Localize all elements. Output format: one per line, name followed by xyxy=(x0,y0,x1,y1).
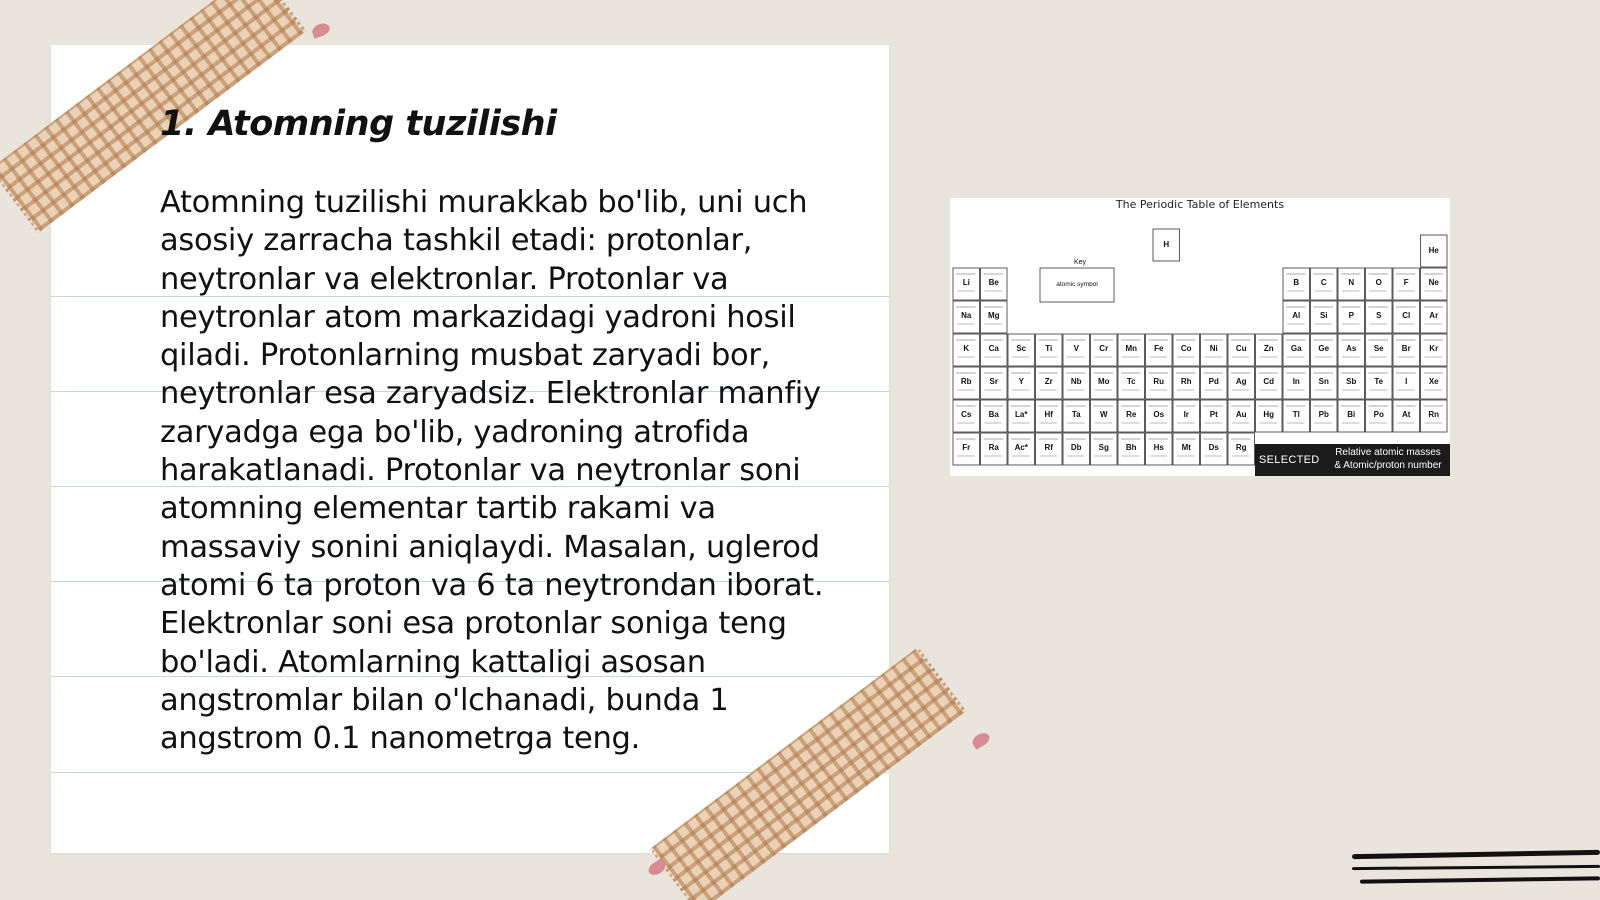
element-cell xyxy=(1366,301,1393,333)
element-symbol: Au xyxy=(1235,410,1247,419)
element-symbol: Rf xyxy=(1044,443,1053,452)
element-cell xyxy=(1256,334,1283,366)
element-symbol: Cd xyxy=(1263,377,1275,386)
selected-desc-line1: Relative atomic masses xyxy=(1335,447,1441,458)
element-cell xyxy=(1421,367,1448,399)
element-symbol: Db xyxy=(1070,443,1082,452)
element-symbol: Rh xyxy=(1180,377,1192,386)
element-symbol: Ga xyxy=(1290,344,1302,353)
element-symbol: Ac* xyxy=(1014,443,1028,452)
element-symbol: Si xyxy=(1319,311,1328,320)
element-symbol: Xe xyxy=(1428,377,1439,386)
pin-bottom-right xyxy=(970,730,992,749)
element-cell xyxy=(981,268,1008,300)
element-cell xyxy=(1201,334,1228,366)
element-cell xyxy=(1393,301,1420,333)
element-cell xyxy=(953,367,980,399)
element-cell xyxy=(1393,268,1420,300)
element-cell xyxy=(1366,334,1393,366)
element-cell xyxy=(1256,400,1283,432)
element-cell xyxy=(1338,367,1365,399)
element-symbol: Ba xyxy=(988,410,999,419)
element-cell xyxy=(1283,334,1310,366)
element-symbol: B xyxy=(1293,278,1300,287)
element-cell xyxy=(1118,400,1145,432)
selected-legend xyxy=(1255,444,1450,476)
element-symbol: Li xyxy=(962,278,970,287)
element-symbol: He xyxy=(1428,246,1439,255)
element-cell xyxy=(1283,268,1310,300)
element-cell xyxy=(1146,433,1173,465)
element-symbol: Y xyxy=(1018,377,1024,386)
element-symbol: Br xyxy=(1401,344,1411,353)
element-symbol: Ca xyxy=(988,344,999,353)
periodic-table-image xyxy=(950,198,1450,476)
element-symbol: S xyxy=(1376,311,1382,320)
periodic-table-key xyxy=(1040,259,1114,302)
element-cell xyxy=(1008,334,1035,366)
element-cell xyxy=(1036,400,1063,432)
element-cell xyxy=(1338,334,1365,366)
selected-desc-line2: & Atomic/proton number xyxy=(1334,460,1442,471)
element-cell xyxy=(1366,400,1393,432)
element-cell xyxy=(1228,400,1255,432)
element-symbol: Re xyxy=(1126,410,1137,419)
element-cell xyxy=(953,301,980,333)
element-cell xyxy=(1283,301,1310,333)
element-symbol: Ra xyxy=(988,443,999,452)
element-symbol: Sb xyxy=(1346,377,1357,386)
element-symbol: Rn xyxy=(1428,410,1440,419)
element-cell xyxy=(1173,334,1200,366)
element-cell xyxy=(1228,367,1255,399)
pin-top xyxy=(310,21,331,38)
element-symbol: Mn xyxy=(1125,344,1138,353)
slide-body-text: Atomning tuzilishi murakkab bo'lib, uni uch asosiy zarracha tashkil etadi: protonlar, neytronlar va elektronlar. Protonlar va neytronlar atom markazidagi yadroni hosil qiladi. Protonlarning musbat zaryadi bor, neytronlar esa zaryadsiz. Elektronlar manfiy zaryadga ega bo'lib, yadroning atrofida harakatlanadi. Protonlar va neytronlar soni atomning elementar tartib rakami va massaviy sonini aniqlaydi. Masalan, uglerod atomi 6 ta proton va 6 ta neytrondan iborat. Elektronlar soni esa protonlar soniga teng bo'ladi. Atomlarning kattaligi asosan angstromlar bilan o'lchanadi, bunda 1 angstrom 0.1 nanometrga teng. xyxy=(160,185,824,757)
element-symbol: Rg xyxy=(1235,443,1247,452)
element-symbol: Pb xyxy=(1318,410,1329,419)
element-symbol: Tl xyxy=(1292,410,1300,419)
element-symbol: Te xyxy=(1374,377,1384,386)
element-cell xyxy=(981,334,1008,366)
element-symbol: Cu xyxy=(1235,344,1247,353)
element-symbol: Ds xyxy=(1208,443,1219,452)
element-symbol: Pd xyxy=(1208,377,1219,386)
element-symbol: Po xyxy=(1373,410,1384,419)
element-cell xyxy=(1173,433,1200,465)
element-symbol: Mo xyxy=(1097,377,1110,386)
element-symbol: Al xyxy=(1292,311,1301,320)
element-symbol: Fr xyxy=(962,443,971,452)
element-symbol: In xyxy=(1292,377,1300,386)
element-cell xyxy=(1283,400,1310,432)
element-cell xyxy=(1256,367,1283,399)
element-cell xyxy=(1091,367,1118,399)
element-symbol: N xyxy=(1348,278,1355,287)
element-symbol: Bi xyxy=(1347,410,1356,419)
element-cell xyxy=(1421,334,1448,366)
element-symbol: F xyxy=(1403,278,1409,287)
element-symbol: Ne xyxy=(1428,278,1439,287)
element-symbol: Be xyxy=(988,278,999,287)
element-cell xyxy=(1338,301,1365,333)
periodic-table-grid xyxy=(950,198,1450,476)
element-cell xyxy=(1063,367,1090,399)
element-symbol: Cs xyxy=(961,410,972,419)
element-symbol: V xyxy=(1073,344,1079,353)
element-cell xyxy=(981,400,1008,432)
element-cell xyxy=(1146,367,1173,399)
element-cell xyxy=(1063,334,1090,366)
element-cell xyxy=(1063,433,1090,465)
element-symbol: Nb xyxy=(1070,377,1082,386)
element-symbol: Sn xyxy=(1318,377,1329,386)
element-symbol: Na xyxy=(961,311,972,320)
element-symbol: Zr xyxy=(1044,377,1053,386)
element-symbol: Zn xyxy=(1263,344,1274,353)
element-symbol: Kr xyxy=(1429,344,1439,353)
element-symbol: I xyxy=(1405,377,1408,386)
element-cell xyxy=(953,433,980,465)
element-cell xyxy=(1283,367,1310,399)
element-symbol: At xyxy=(1402,410,1411,419)
element-symbol: Sr xyxy=(989,377,998,386)
element-cell xyxy=(1118,433,1145,465)
element-symbol: Ti xyxy=(1045,344,1053,353)
element-cell-hydrogen xyxy=(1153,229,1180,261)
element-symbol: Cr xyxy=(1099,344,1109,353)
element-symbol: Pt xyxy=(1209,410,1218,419)
element-symbol: Cl xyxy=(1402,311,1411,320)
element-cell xyxy=(1228,433,1255,465)
element-symbol: Bh xyxy=(1125,443,1137,452)
element-cell xyxy=(981,301,1008,333)
element-symbol: Ir xyxy=(1183,410,1189,419)
element-cell xyxy=(953,400,980,432)
element-cell xyxy=(1338,400,1365,432)
element-cell xyxy=(1421,301,1448,333)
element-cell xyxy=(1118,334,1145,366)
element-cell xyxy=(1173,400,1200,432)
element-symbol: Mg xyxy=(987,311,1000,320)
element-cell xyxy=(1146,334,1173,366)
element-symbol: Fe xyxy=(1154,344,1164,353)
element-cell xyxy=(1421,400,1448,432)
element-cell xyxy=(1311,301,1338,333)
element-symbol: Co xyxy=(1180,344,1192,353)
element-cell xyxy=(1008,433,1035,465)
element-cell xyxy=(1091,400,1118,432)
element-symbol: Hs xyxy=(1153,443,1164,452)
element-cell-helium xyxy=(1421,235,1448,267)
element-cell xyxy=(1201,400,1228,432)
element-cell xyxy=(1036,433,1063,465)
element-cell xyxy=(1118,367,1145,399)
selected-label: SELECTED xyxy=(1259,454,1320,466)
element-cell xyxy=(1393,400,1420,432)
element-symbol: Ar xyxy=(1429,311,1439,320)
element-symbol: La* xyxy=(1015,410,1028,419)
element-symbol: Mt xyxy=(1181,443,1191,452)
element-symbol: K xyxy=(963,344,970,353)
element-cell xyxy=(1036,367,1063,399)
element-cell xyxy=(1146,400,1173,432)
element-symbol: O xyxy=(1375,278,1382,287)
element-cell xyxy=(1091,433,1118,465)
brush-stroke xyxy=(1352,865,1600,870)
element-cell xyxy=(1036,334,1063,366)
element-cell xyxy=(1008,367,1035,399)
element-cell xyxy=(1201,433,1228,465)
key-symbol-label: atomic symbol xyxy=(1056,281,1098,288)
element-cell xyxy=(1393,334,1420,366)
element-cell xyxy=(953,334,980,366)
periodic-table-caption: The Periodic Table of Elements xyxy=(1115,198,1285,211)
element-cell xyxy=(1311,268,1338,300)
element-symbol: Ta xyxy=(1071,410,1081,419)
element-symbol: C xyxy=(1320,278,1327,287)
element-cell xyxy=(1173,367,1200,399)
element-symbol: Hf xyxy=(1044,410,1053,419)
element-symbol: Ru xyxy=(1153,377,1165,386)
element-cell xyxy=(953,268,980,300)
element-cell xyxy=(1366,268,1393,300)
element-cell xyxy=(1201,367,1228,399)
selected-description xyxy=(1327,446,1449,472)
element-cell xyxy=(1338,268,1365,300)
element-symbol: P xyxy=(1348,311,1354,320)
key-label: Key xyxy=(1074,259,1087,266)
element-symbol: Rb xyxy=(960,377,972,386)
element-cell xyxy=(1008,400,1035,432)
brush-stroke xyxy=(1360,876,1600,883)
element-symbol: Tc xyxy=(1126,377,1136,386)
element-cell xyxy=(1421,268,1448,300)
element-symbol: Sg xyxy=(1098,443,1109,452)
element-symbol: As xyxy=(1346,344,1357,353)
element-symbol: Ni xyxy=(1209,344,1218,353)
element-symbol: Ag xyxy=(1235,377,1247,386)
element-symbol: Hg xyxy=(1263,410,1275,419)
brush-stroke xyxy=(1352,850,1600,859)
element-symbol: Se xyxy=(1373,344,1384,353)
element-cell xyxy=(1366,367,1393,399)
element-cell xyxy=(1311,400,1338,432)
element-cell xyxy=(1311,334,1338,366)
element-cell xyxy=(981,367,1008,399)
slide-title: 1. Atomning tuzilishi xyxy=(160,104,557,144)
element-cell xyxy=(1091,334,1118,366)
element-symbol: Sc xyxy=(1016,344,1027,353)
element-symbol: H xyxy=(1163,240,1170,249)
element-cell xyxy=(1228,334,1255,366)
element-cell xyxy=(1063,400,1090,432)
element-symbol: W xyxy=(1099,410,1108,419)
element-cell xyxy=(981,433,1008,465)
element-symbol: Os xyxy=(1153,410,1165,419)
element-cell xyxy=(1311,367,1338,399)
element-symbol: Ge xyxy=(1318,344,1330,353)
element-cell xyxy=(1393,367,1420,399)
